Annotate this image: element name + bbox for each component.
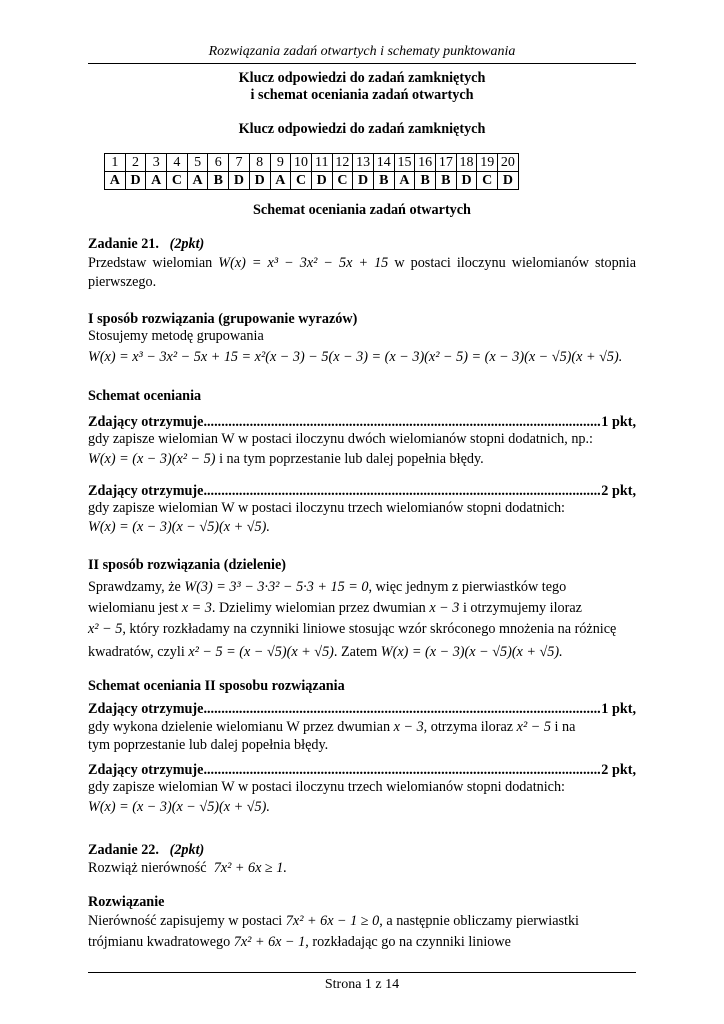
- scheme1-formula: W(x) = (x − 3)(x² − 5): [88, 451, 216, 467]
- method2-line1: [88, 579, 636, 596]
- scheme2a-label: Zdający otrzymuje: [88, 701, 204, 717]
- answer-key-number: 12: [332, 154, 353, 172]
- page-header: Rozwiązania zadań otwartych i schematy punktowania: [208, 44, 516, 59]
- answer-key-number: 8: [249, 154, 270, 172]
- task22-heading: [88, 842, 636, 859]
- task21-text-b: w postaci iloczynu wielomianów stopnia: [394, 255, 636, 271]
- answer-key-number: 7: [229, 154, 250, 172]
- answer-key-answers-row: [105, 172, 519, 190]
- task21-title: Zadanie 21.: [88, 236, 159, 252]
- answer-key-answer: A: [270, 172, 291, 190]
- method2-l2-text-b: . Dzielimy wielomian przez dwumian: [211, 600, 426, 616]
- answer-key-number: 20: [498, 154, 519, 172]
- answer-key-number: 13: [353, 154, 374, 172]
- scheme2b-points: 2 pkt,: [601, 762, 636, 778]
- answer-key-answer: D: [456, 172, 477, 190]
- scheme2-label: Zdający otrzymuje: [88, 483, 204, 499]
- answer-key-number: 17: [436, 154, 457, 172]
- task22-solution-title: Rozwiązanie: [88, 894, 165, 910]
- scheme2-text: gdy zapisze wielomian W w postaci iloczynu trzech wielomianów stopni dodatnich:: [88, 500, 565, 516]
- answer-key-answer: A: [394, 172, 415, 190]
- task21-statement: [88, 255, 636, 272]
- task22-l2-formula: 7x² + 6x − 1: [233, 934, 306, 950]
- answer-key-number: 16: [415, 154, 436, 172]
- task21-points: (2pkt): [169, 236, 205, 252]
- method2-l2-text-c: i otrzymujemy iloraz: [462, 600, 582, 616]
- method2-l3-text: , który rozkładamy na czynniki liniowe stosując wzór skróconego mnożenia na różnicę: [122, 621, 617, 637]
- scheme1-formula-line: [88, 451, 636, 468]
- answer-key-title: Klucz odpowiedzi do zadań zamkniętych: [238, 121, 486, 137]
- answer-key-answer: A: [187, 172, 208, 190]
- scheme2-points: 2 pkt,: [601, 483, 636, 499]
- task22-formula: 7x² + 6x ≥ 1.: [213, 860, 287, 876]
- scheme2a-text-d: tym poprzestanie lub dalej popełnia błędy.: [88, 737, 329, 753]
- scheme2b-row: [88, 762, 636, 779]
- answer-key-answer: D: [249, 172, 270, 190]
- answer-key-table: [104, 153, 519, 190]
- scheme2b-formula: W(x) = (x − 3)(x − √5)(x + √5).: [88, 799, 270, 815]
- method2-l4-formula: x² − 5 = (x − √5)(x + √5): [188, 644, 334, 660]
- scheme2-title: Schemat oceniania II sposobu rozwiązania: [88, 678, 345, 694]
- task22-text-a: Rozwiąż nierówność: [88, 860, 207, 876]
- method2-l2-divisor: x − 3: [429, 600, 460, 616]
- answer-key-answer: D: [229, 172, 250, 190]
- intro-line-2: i schemat oceniania zadań otwartych: [250, 87, 474, 103]
- task22-line1: [88, 913, 636, 930]
- answer-key-answer: D: [311, 172, 332, 190]
- scheme2a-text-a: gdy wykona dzielenie wielomianu W przez dwumian: [88, 719, 391, 735]
- task21-text-c: pierwszego.: [88, 274, 157, 290]
- scheme1-row: [88, 414, 636, 431]
- scheme2b-label: Zdający otrzymuje: [88, 762, 204, 778]
- answer-key-answer: C: [477, 172, 498, 190]
- answer-key-answer: A: [146, 172, 167, 190]
- method2-l1-text-b: , więc jednym z pierwiastków tego: [368, 579, 567, 595]
- scheme2a-points: 1 pkt,: [601, 701, 636, 717]
- page-number: Strona 1 z 14: [324, 977, 400, 992]
- answer-key-numbers-row: [105, 154, 519, 172]
- method2-l1-text-a: Sprawdzamy, że: [88, 579, 181, 595]
- method2-l4-text-b: . Zatem: [333, 644, 378, 660]
- scheme1-label: Zdający otrzymuje: [88, 414, 204, 430]
- method1-title: I sposób rozwiązania (grupowanie wyrazów): [88, 311, 358, 327]
- task22-title: Zadanie 22.: [88, 842, 159, 858]
- task22-l1-text-b: , a następnie obliczamy pierwiastki: [379, 913, 579, 929]
- answer-key-number: 4: [167, 154, 188, 172]
- scheme-title: Schemat oceniania: [88, 388, 202, 404]
- method2-line4: [88, 644, 636, 661]
- answer-key-number: 10: [291, 154, 312, 172]
- scheme2a-text: [88, 719, 636, 736]
- task21-text-a: Przedstaw wielomian: [88, 255, 213, 271]
- answer-key-answer: C: [332, 172, 353, 190]
- task22-statement: [88, 860, 636, 877]
- task22-l2-text-a: trójmianu kwadratowego: [88, 934, 231, 950]
- task22-l2-text-b: , rozkładając go na czynniki liniowe: [305, 934, 511, 950]
- intro-line-1: Klucz odpowiedzi do zadań zamkniętych: [238, 70, 486, 86]
- scheme2-formula: W(x) = (x − 3)(x − √5)(x + √5).: [88, 519, 270, 535]
- method2-l2-formula: x = 3: [181, 600, 212, 616]
- method1-formula: W(x) = x³ − 3x² − 5x + 15 = x²(x − 3) − 5(x − 3) = (x − 3)(x² − 5) = (x − 3)(x − √5)(x + √5).: [88, 349, 623, 365]
- task22-l1-formula: 7x² + 6x − 1 ≥ 0: [285, 913, 380, 929]
- answer-key-number: 14: [373, 154, 394, 172]
- scheme1-tail: i na tym poprzestanie lub dalej popełnia błędy.: [219, 451, 484, 467]
- answer-key-number: 19: [477, 154, 498, 172]
- answer-key-number: 9: [270, 154, 291, 172]
- method2-line3: [88, 621, 636, 638]
- scheme2a-row: [88, 701, 636, 718]
- scheme1-leader: [203, 414, 601, 431]
- task22-l1-text-a: Nierówność zapisujemy w postaci: [88, 913, 283, 929]
- answer-key-number: 2: [125, 154, 146, 172]
- method2-l2-text-a: wielomianu jest: [88, 600, 179, 616]
- method1-text: Stosujemy metodę grupowania: [88, 328, 264, 344]
- method2-l4-result: W(x) = (x − 3)(x − √5)(x + √5).: [380, 644, 563, 660]
- scheme2a-text-b: , otrzyma iloraz: [423, 719, 514, 735]
- method2-title: II sposób rozwiązania (dzielenie): [88, 557, 286, 573]
- answer-key-number: 15: [394, 154, 415, 172]
- header-divider: [88, 63, 636, 64]
- answer-key-number: 1: [105, 154, 126, 172]
- scheme2a-divisor: x − 3: [393, 719, 424, 735]
- scheme2a-text-c: i na: [554, 719, 576, 735]
- method2-l4-text-a: kwadratów, czyli: [88, 644, 185, 660]
- answer-key-answer: B: [436, 172, 457, 190]
- answer-key-answer: B: [373, 172, 394, 190]
- footer-divider: [88, 972, 636, 973]
- answer-key-answer: D: [125, 172, 146, 190]
- scheme2a-leader: [203, 701, 601, 718]
- answer-key-answer: D: [353, 172, 374, 190]
- answer-key-number: 11: [311, 154, 332, 172]
- answer-key-number: 3: [146, 154, 167, 172]
- answer-key-number: 18: [456, 154, 477, 172]
- answer-key-answer: B: [208, 172, 229, 190]
- scheme2b-leader: [203, 762, 601, 779]
- answer-key-answer: D: [498, 172, 519, 190]
- answer-key-number: 5: [187, 154, 208, 172]
- open-tasks-title: Schemat oceniania zadań otwartych: [253, 202, 471, 218]
- method2-line2: [88, 600, 636, 617]
- scheme2-leader: [203, 483, 601, 500]
- task22-line2: [88, 934, 636, 951]
- method2-l3-quotient: x² − 5: [88, 621, 123, 637]
- answer-key-answer: C: [291, 172, 312, 190]
- answer-key-answer: C: [167, 172, 188, 190]
- answer-key-number: 6: [208, 154, 229, 172]
- scheme1-text: gdy zapisze wielomian W w postaci iloczynu dwóch wielomianów stopni dodatnich, np.:: [88, 431, 593, 447]
- scheme2a-quotient: x² − 5: [516, 719, 551, 735]
- task22-points: (2pkt): [169, 842, 205, 858]
- method2-l1-formula: W(3) = 3³ − 3·3² − 5·3 + 15 = 0: [184, 579, 369, 595]
- answer-key-answer: B: [415, 172, 436, 190]
- task21-heading: [88, 236, 636, 253]
- task21-formula: W(x) = x³ − 3x² − 5x + 15: [218, 255, 389, 271]
- scheme2-row: [88, 483, 636, 500]
- answer-key-answer: A: [105, 172, 126, 190]
- scheme2b-text: gdy zapisze wielomian W w postaci iloczynu trzech wielomianów stopni dodatnich:: [88, 779, 565, 795]
- scheme1-points: 1 pkt,: [601, 414, 636, 430]
